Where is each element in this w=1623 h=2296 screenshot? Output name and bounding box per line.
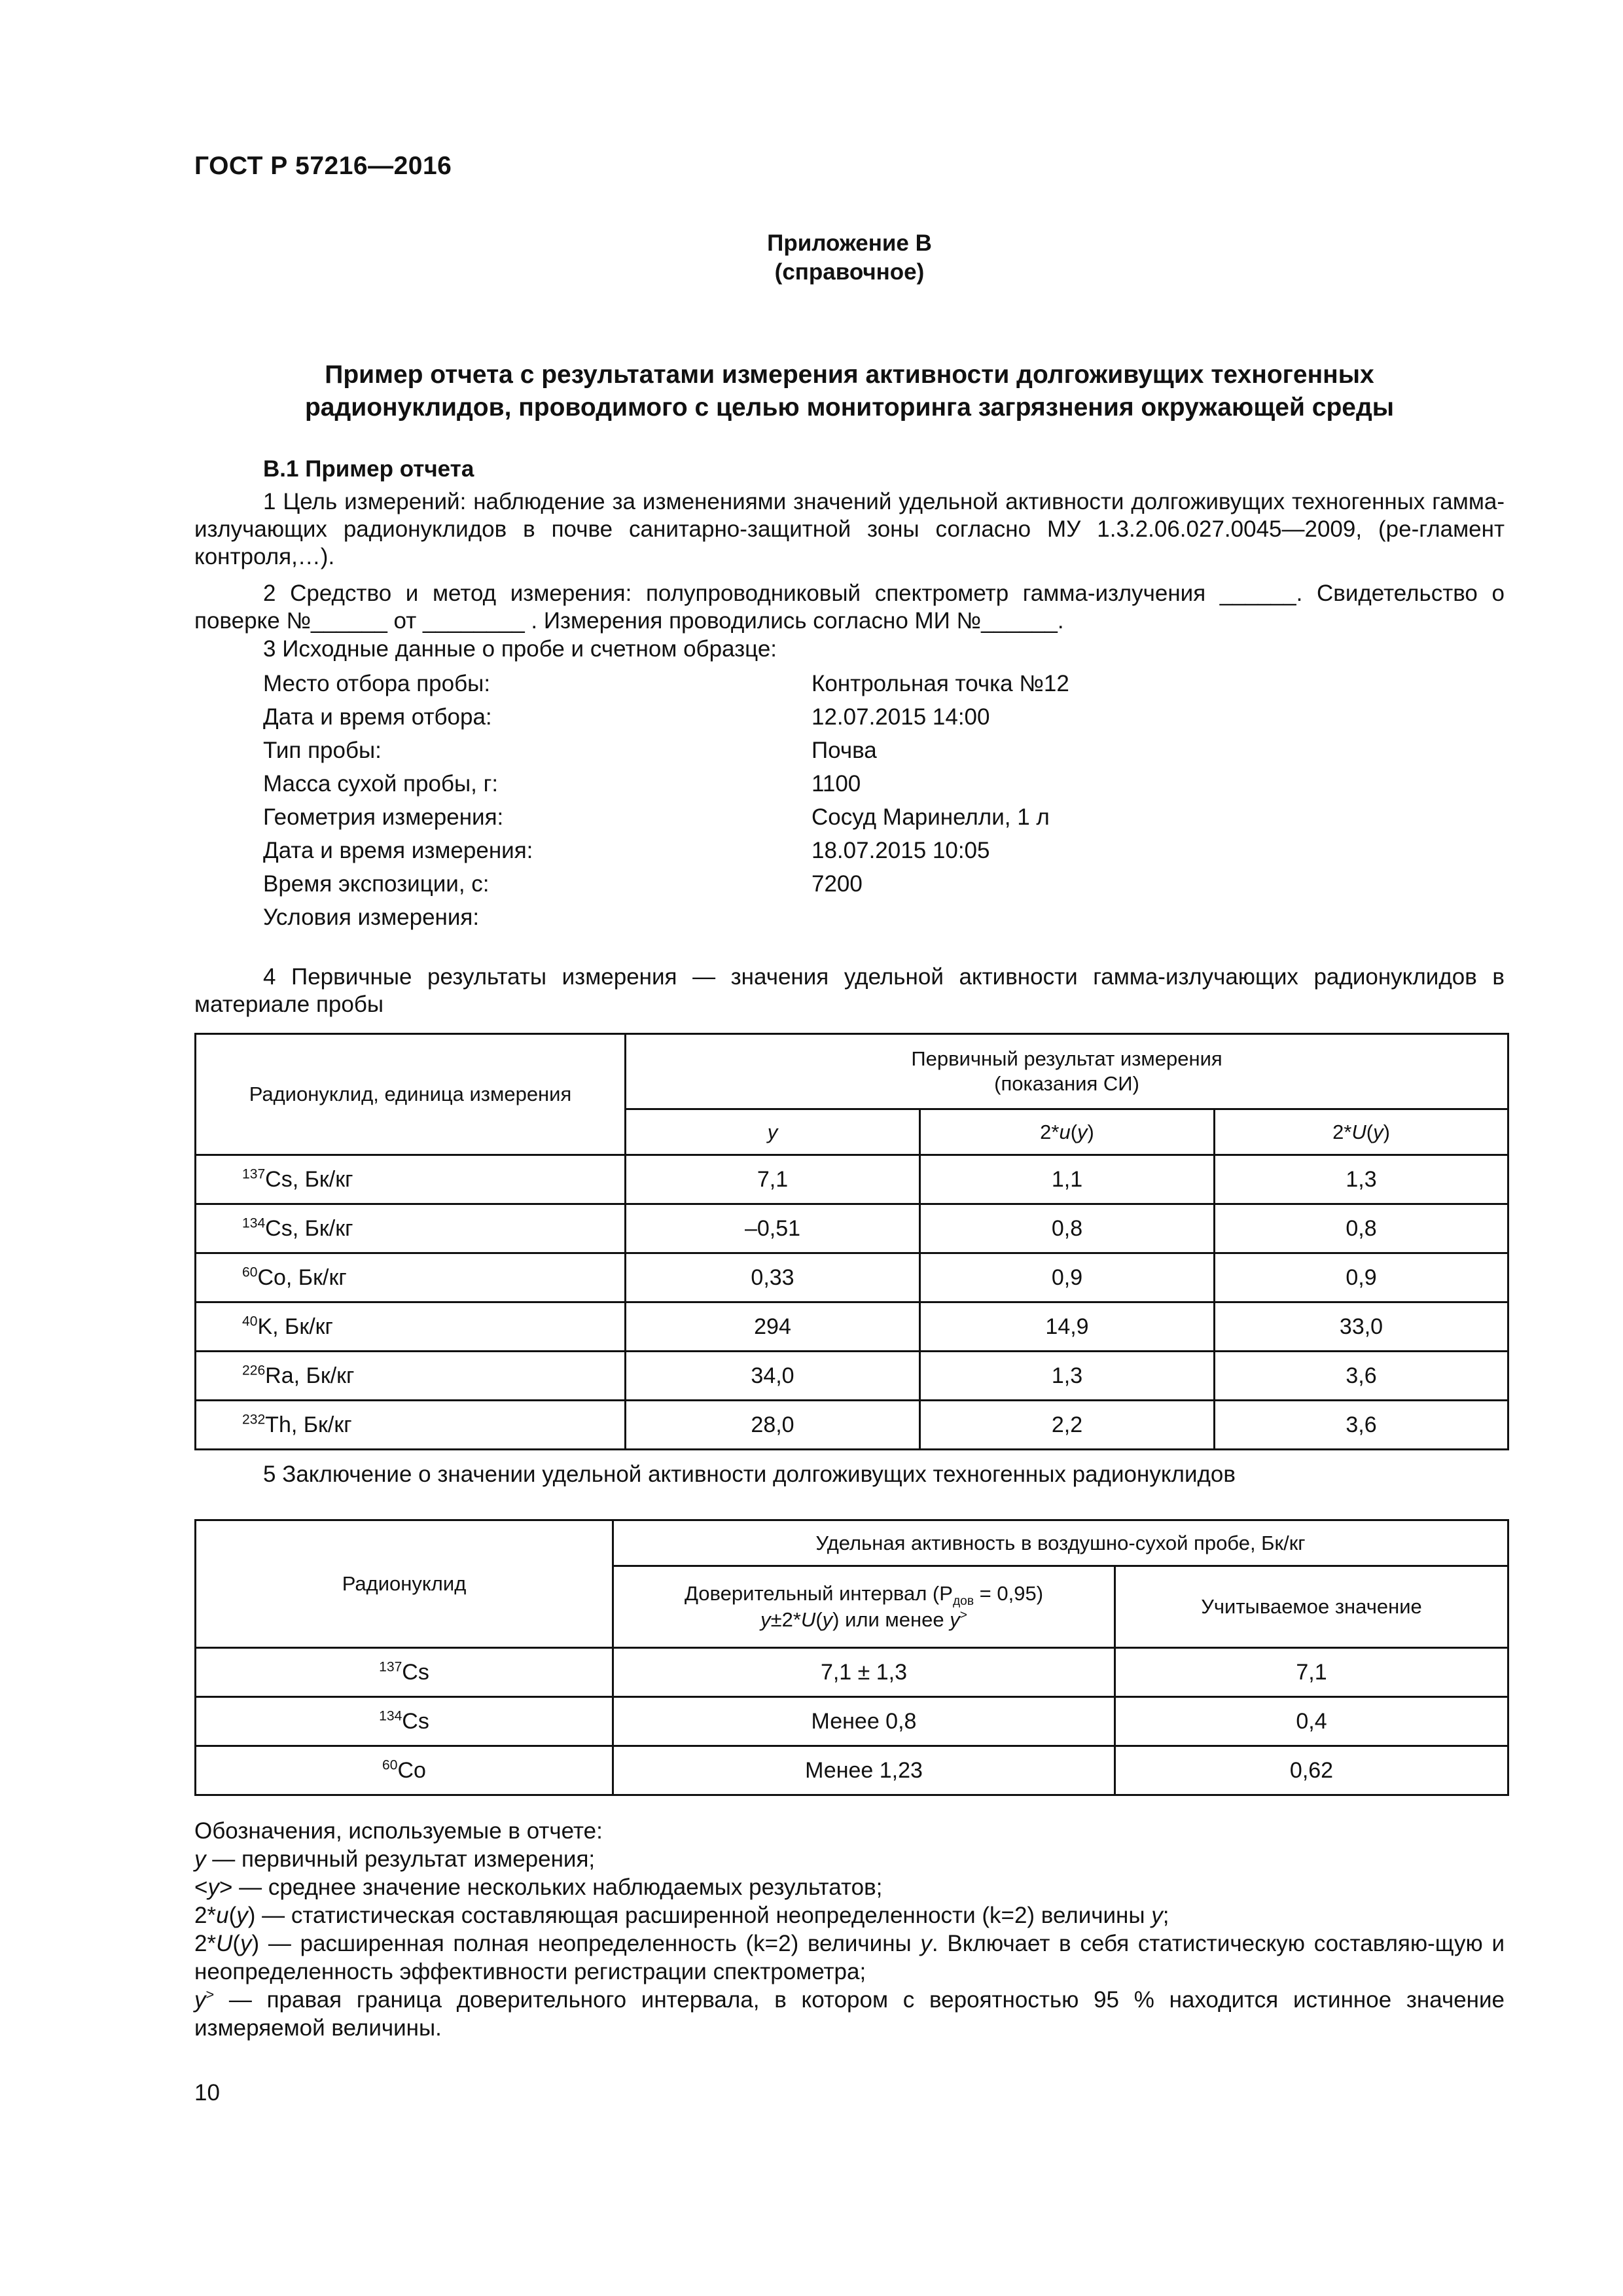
accounted-value-cell: 7,1 bbox=[1115, 1648, 1508, 1697]
nuclide-unit-header: Радионуклид, единица измерения bbox=[196, 1034, 626, 1155]
sample-info-value: 12.07.2015 14:00 bbox=[812, 704, 990, 730]
confidence-interval-header: Доверительный интервал $(P_{дов} = 0,95)$ y±2*U(y) или менее y> bbox=[613, 1566, 1115, 1648]
sample-info-key: Условия измерения: bbox=[263, 905, 480, 930]
u-cell: 1,3 bbox=[920, 1352, 1215, 1401]
y-cell: –0,51 bbox=[626, 1204, 920, 1253]
nuclide-cell: $^{60}$Co bbox=[196, 1746, 613, 1795]
sample-info-key: Время экспозиции, с: bbox=[263, 871, 490, 897]
sample-info-key: Дата и время отбора: bbox=[263, 704, 492, 730]
u-cell: 0,8 bbox=[920, 1204, 1215, 1253]
y-column-header: y bbox=[626, 1109, 920, 1155]
y-cell: 7,1 bbox=[626, 1155, 920, 1204]
sample-info-value: 7200 bbox=[812, 871, 863, 897]
table-row bbox=[196, 1648, 1508, 1697]
sample-info-key: Место отбора пробы: bbox=[263, 671, 491, 696]
sample-info-key: Тип пробы: bbox=[263, 738, 382, 763]
u-cell: 2,2 bbox=[920, 1401, 1215, 1450]
sample-info-value: 18.07.2015 10:05 bbox=[812, 838, 990, 863]
report-title bbox=[194, 359, 1505, 424]
interval-cell: 7,1 ± 1,3 bbox=[613, 1648, 1115, 1697]
interval-cell: Менее 0,8 bbox=[613, 1697, 1115, 1746]
legend-item: y — первичный результат измерения; bbox=[194, 1846, 596, 1872]
table-row bbox=[196, 1155, 1508, 1204]
sample-info-key: Дата и время измерения: bbox=[263, 838, 533, 863]
item-3-paragraph: 3 Исходные данные о пробе и счетном образце: bbox=[263, 636, 777, 662]
nuclide-header: Радионуклид bbox=[196, 1520, 613, 1648]
accounted-value-cell: 0,4 bbox=[1115, 1697, 1508, 1746]
primary-results-table bbox=[194, 1033, 1509, 1450]
sample-info-value: 1100 bbox=[812, 771, 861, 797]
u-cell: 1,1 bbox=[920, 1155, 1215, 1204]
primary-result-header-line-2: (показания СИ) bbox=[994, 1072, 1139, 1095]
sample-info-key: Масса сухой пробы, г: bbox=[263, 771, 499, 797]
nuclide-cell: $^{40}$K, Бк/кг bbox=[196, 1302, 626, 1352]
section-heading: В.1 Пример отчета bbox=[263, 456, 474, 482]
report-title-line-2: радионуклидов, проводимого с целью мониторинга загрязнения окружающей среды bbox=[304, 393, 1395, 422]
specific-activity-header: Удельная активность в воздушно-сухой пробе, Бк/кг bbox=[613, 1520, 1508, 1566]
table-row bbox=[196, 1352, 1508, 1401]
item-1-paragraph: 1 Цель измерений: наблюдение за изменениями значений удельной активности долгоживущих техногенных гамма-излучающих радионуклидов в почве санитарно-защитной зоны согласно МУ 1.3.2.06.027.0045—2009, (ре-гламент контроля,…). bbox=[194, 489, 1505, 569]
u-cell: 0,9 bbox=[920, 1253, 1215, 1302]
legend-item: y> — правая граница доверительного интервала, в котором с вероятностью 95 % находится истинное значение измеряемой величины. bbox=[194, 1986, 1505, 2041]
table-row bbox=[196, 1204, 1508, 1253]
y-cell: 294 bbox=[626, 1302, 920, 1352]
y-cell: 34,0 bbox=[626, 1352, 920, 1401]
nuclide-cell: $^{232}$Th, Бк/кг bbox=[196, 1401, 626, 1450]
primary-result-header bbox=[626, 1034, 1508, 1109]
item-4-paragraph: 4 Первичные результаты измерения — значения удельной активности гамма-излучающих радионуклидов в материале пробы bbox=[194, 964, 1505, 1017]
sample-info-value: Сосуд Маринелли, 1 л bbox=[812, 804, 1050, 830]
y-cell: 0,33 bbox=[626, 1253, 920, 1302]
sample-info-key: Геометрия измерения: bbox=[263, 804, 504, 830]
document-header: ГОСТ Р 57216—2016 bbox=[194, 152, 452, 180]
sample-info-value: Почва bbox=[812, 738, 877, 763]
U-cell: 1,3 bbox=[1215, 1155, 1508, 1204]
U-cell: 0,8 bbox=[1215, 1204, 1508, 1253]
y-cell: 28,0 bbox=[626, 1401, 920, 1450]
u-cell: 14,9 bbox=[920, 1302, 1215, 1352]
table-row bbox=[196, 1253, 1508, 1302]
table-row bbox=[196, 1746, 1508, 1795]
nuclide-cell: $^{137}$Cs bbox=[196, 1648, 613, 1697]
nuclide-cell: $^{134}$Cs, Бк/кг bbox=[196, 1204, 626, 1253]
page-number: 10 bbox=[194, 2080, 220, 2106]
legend-item: 2*U(y) — расширенная полная неопределенность (k=2) величины y. Включает в себя статистическую составляю-щую и неопределенность эффективности регистрации спектрометра; bbox=[194, 1931, 1505, 1984]
nuclide-cell: $^{134}$Cs bbox=[196, 1697, 613, 1746]
legend-item: 2*u(y) — статистическая составляющая расширенной неопределенности (k=2) величины y; bbox=[194, 1903, 1169, 1928]
conclusion-table bbox=[194, 1519, 1509, 1796]
sample-info-value: Контрольная точка №12 bbox=[812, 671, 1069, 696]
nuclide-cell: $^{226}$Ra, Бк/кг bbox=[196, 1352, 626, 1401]
u-column-header: 2*u(y) bbox=[920, 1109, 1215, 1155]
table-row bbox=[196, 1401, 1508, 1450]
primary-result-header-line-1: Первичный результат измерения bbox=[911, 1047, 1222, 1070]
appendix-title bbox=[194, 229, 1505, 287]
U-cell: 0,9 bbox=[1215, 1253, 1508, 1302]
legend-item: <y> — среднее значение нескольких наблюдаемых результатов; bbox=[194, 1874, 883, 1900]
U-cell: 33,0 bbox=[1215, 1302, 1508, 1352]
item-5-paragraph: 5 Заключение о значении удельной активности долгоживущих техногенных радионуклидов bbox=[263, 1462, 1236, 1487]
accounted-value-header: Учитываемое значение bbox=[1115, 1566, 1508, 1648]
U-cell: 3,6 bbox=[1215, 1401, 1508, 1450]
U-column-header: 2*U(y) bbox=[1215, 1109, 1508, 1155]
table-row bbox=[196, 1302, 1508, 1352]
legend-block bbox=[194, 1817, 1505, 2042]
legend-intro: Обозначения, используемые в отчете: bbox=[194, 1818, 603, 1844]
report-title-line-1: Пример отчета с результатами измерения активности долгоживущих техногенных bbox=[325, 361, 1374, 389]
table-row bbox=[196, 1697, 1508, 1746]
appendix-type: (справочное) bbox=[774, 259, 925, 285]
nuclide-cell: $^{137}$Cs, Бк/кг bbox=[196, 1155, 626, 1204]
nuclide-cell: $^{60}$Co, Бк/кг bbox=[196, 1253, 626, 1302]
U-cell: 3,6 bbox=[1215, 1352, 1508, 1401]
accounted-value-cell: 0,62 bbox=[1115, 1746, 1508, 1795]
interval-cell: Менее 1,23 bbox=[613, 1746, 1115, 1795]
item-2-paragraph: 2 Средство и метод измерения: полупроводниковый спектрометр гамма-излучения ______. Свидетельство о поверке №______ от ________ . Измерения проводились согласно МИ №______. bbox=[194, 581, 1505, 634]
appendix-label: Приложение В bbox=[767, 230, 932, 256]
